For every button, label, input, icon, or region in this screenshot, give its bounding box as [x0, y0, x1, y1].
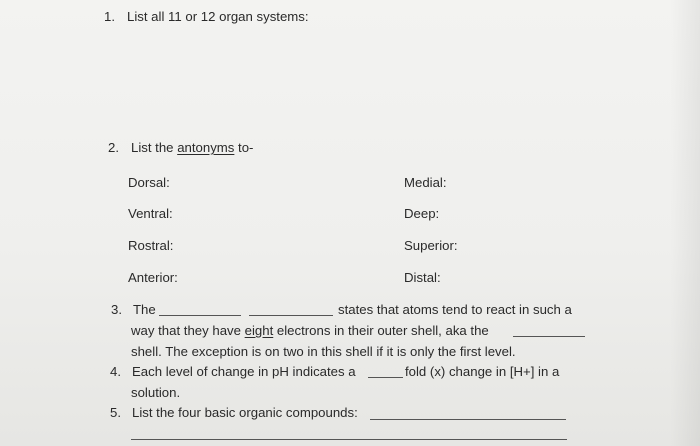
q1-number: 1.: [104, 9, 115, 24]
term-superior: Superior:: [404, 238, 458, 253]
page-edge-shadow: [670, 0, 700, 446]
term-ventral: Ventral:: [128, 206, 173, 221]
q5-number: 5.: [110, 405, 121, 420]
q2-text-before: List the: [131, 140, 178, 155]
q3-line3: shell. The exception is on two in this shell if it is only the first level.: [131, 344, 516, 359]
term-rostral: Rostral:: [128, 238, 174, 253]
q3-line1-start: The: [133, 302, 156, 317]
q3-line2-after: electrons in their outer shell, aka the: [273, 323, 489, 338]
q4-line2: solution.: [131, 385, 181, 400]
term-medial: Medial:: [404, 175, 447, 190]
q4-line1-end: fold (x) change in [H+] in a: [405, 364, 560, 379]
q3-blank-2[interactable]: [249, 315, 333, 316]
q3-underlined-word: eight: [244, 323, 274, 338]
q5-blank-2[interactable]: [131, 439, 567, 440]
q1-text: List all 11 or 12 organ systems:: [127, 9, 309, 24]
q3-number: 3.: [111, 302, 122, 317]
q5-text: List the four basic organic compounds:: [132, 405, 358, 420]
q4-line1-start: Each level of change in pH indicates a: [132, 364, 356, 379]
q3-line2-before: way that they have: [131, 323, 245, 338]
term-dorsal: Dorsal:: [128, 175, 170, 190]
q2-text-after: to-: [234, 140, 254, 155]
q2-text: [131, 140, 253, 155]
q2-underlined-word: antonyms: [177, 140, 235, 155]
q3-blank-1[interactable]: [159, 315, 241, 316]
q4-blank[interactable]: [368, 377, 403, 378]
q2-number: 2.: [108, 140, 119, 155]
q3-line1-end: states that atoms tend to react in such a: [338, 302, 572, 317]
term-distal: Distal:: [404, 270, 441, 285]
term-deep: Deep:: [404, 206, 440, 221]
q4-number: 4.: [110, 364, 121, 379]
term-anterior: Anterior:: [128, 270, 178, 285]
q3-line2: [131, 323, 489, 338]
q5-blank-1[interactable]: [370, 419, 566, 420]
q3-blank-3[interactable]: [513, 336, 585, 337]
